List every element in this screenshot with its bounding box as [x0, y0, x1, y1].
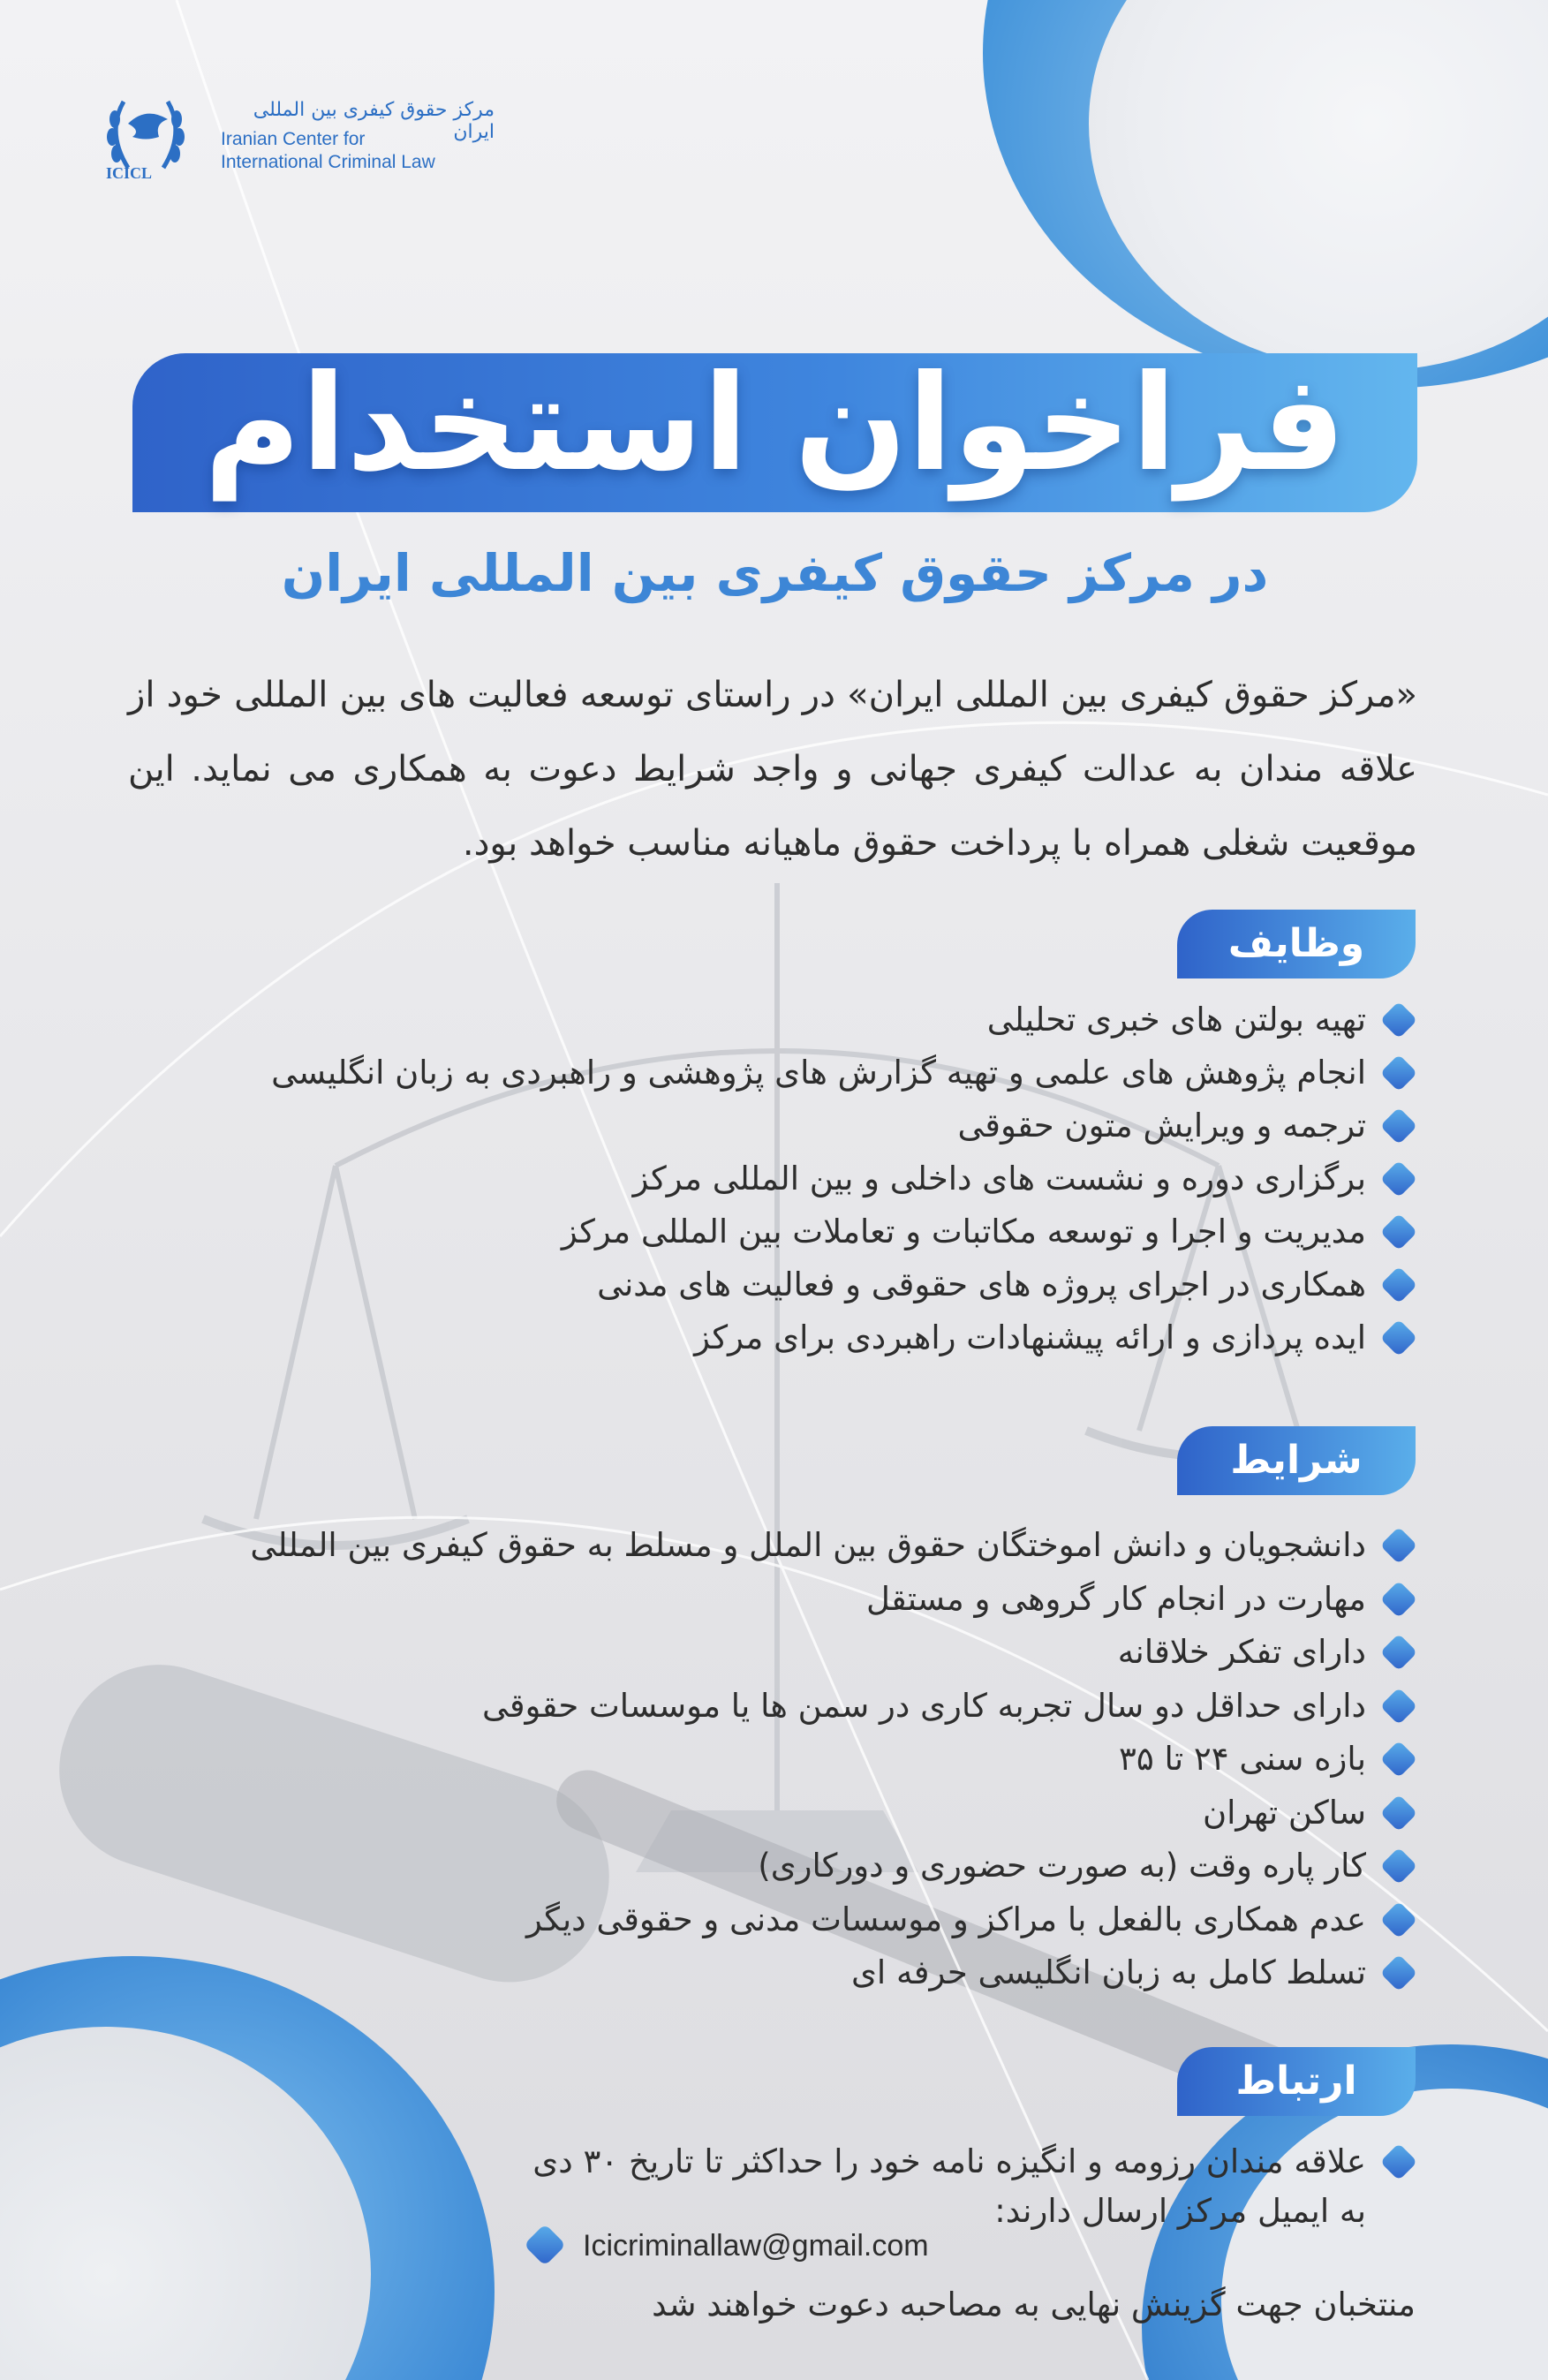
section-heading-conditions: شرایط	[1177, 1426, 1416, 1495]
list-item: ساکن تهران	[91, 1787, 1416, 1840]
diamond-bullet-icon	[1380, 1794, 1417, 1832]
diamond-bullet-icon	[1380, 1107, 1417, 1145]
list-item: عدم همکاری بالفعل با مراکز و موسسات مدنی و حقوقی دیگر	[91, 1893, 1416, 1947]
section-heading-contact: ارتباط	[1177, 2047, 1416, 2116]
page-title: فراخوان استخدام	[203, 347, 1347, 501]
diamond-bullet-icon	[1380, 1847, 1417, 1885]
list-item: ایده پردازی و ارائه پیشنهادات راهبردی برای مرکز	[91, 1311, 1416, 1364]
diamond-bullet-icon	[1380, 1213, 1417, 1250]
organization-logo	[88, 88, 495, 185]
list-item: مدیریت و اجرا و توسعه مکاتبات و تعاملات بین المللی مرکز	[91, 1205, 1416, 1258]
logo-name-english-line1: Iranian Center for	[221, 129, 366, 149]
duties-list	[91, 994, 1416, 1364]
email-bullet-icon	[524, 2224, 566, 2266]
list-item: دانشجویان و دانش اموختگان حقوق بین الملل و مسلط به حقوق کیفری بین المللی	[91, 1519, 1416, 1573]
logo-name-persian: مرکز حقوق کیفری بین المللی ایران	[253, 99, 495, 143]
diamond-bullet-icon	[1380, 1581, 1417, 1618]
list-item: بازه سنی ۲۴ تا ۳۵	[91, 1733, 1416, 1787]
list-item: دارای تفکر خلاقانه	[91, 1626, 1416, 1680]
diamond-bullet-icon	[1380, 1160, 1417, 1198]
diamond-bullet-icon	[1380, 1319, 1417, 1356]
diamond-bullet-icon	[1380, 1688, 1417, 1725]
list-item: دارای حداقل دو سال تجربه کاری در سمن ها یا موسسات حقوقی	[91, 1680, 1416, 1734]
list-item: کار پاره وقت (به صورت حضوری و دورکاری)	[91, 1840, 1416, 1893]
intro-paragraph: «مرکز حقوق کیفری بین المللی ایران» در راستای توسعه فعالیت های بین المللی خود از علاقه مندان به عدالت کیفری جهانی و واجد شرایط دعوت به همکاری می نماید. این موقعیت شغلی همراه با پرداخت حقوق ماهیانه مناسب خواهد بود.	[128, 675, 1417, 864]
list-item: همکاری در اجرای پروژه های حقوقی و فعالیت های مدنی	[91, 1258, 1416, 1311]
email-contact[interactable]	[530, 2219, 989, 2272]
diamond-bullet-icon	[1380, 1001, 1417, 1039]
diamond-bullet-icon	[1380, 1954, 1417, 1991]
list-item: برگزاری دوره و نشست های داخلی و بین المللی مرکز	[91, 1152, 1416, 1205]
diamond-bullet-icon	[1380, 2143, 1417, 2180]
list-item: علاقه مندان رزومه و انگیزه نامه خود را حداکثر تا تاریخ ۳۰ دی	[91, 2137, 1416, 2187]
diamond-bullet-icon	[1380, 1634, 1417, 1671]
page-subtitle: در مرکز حقوق کیفری بین المللی ایران	[281, 543, 1269, 603]
diamond-bullet-icon	[1380, 1054, 1417, 1092]
diamond-bullet-icon	[1380, 1741, 1417, 1778]
list-item: ترجمه و ویرایش متون حقوقی	[91, 1099, 1416, 1152]
email-address[interactable]: Icicriminallaw@gmail.com	[583, 2229, 929, 2263]
conditions-list	[91, 1519, 1416, 2000]
list-item: تسلط کامل به زبان انگلیسی حرفه ای	[91, 1946, 1416, 2000]
diamond-bullet-icon	[1380, 1527, 1417, 1564]
section-heading-duties: وظایف	[1177, 910, 1416, 978]
contact-line2: به ایمیل مرکز ارسال دارند:	[994, 2192, 1366, 2230]
logo-name-english-line2: International Criminal Law	[221, 152, 435, 172]
diamond-bullet-icon	[1380, 1266, 1417, 1303]
list-item: انجام پژوهش های علمی و تهیه گزارش های پژوهشی و راهبردی به زبان انگلیسی	[91, 1046, 1416, 1099]
logo-abbreviation: ICICL	[106, 164, 153, 182]
list-item: تهیه بولتن های خبری تحلیلی	[91, 994, 1416, 1046]
final-note: منتخبان جهت گزینش نهایی به مصاحبه دعوت خواهند شد	[652, 2286, 1416, 2323]
diamond-bullet-icon	[1380, 1901, 1417, 1938]
list-item: مهارت در انجام کار گروهی و مستقل	[91, 1573, 1416, 1627]
